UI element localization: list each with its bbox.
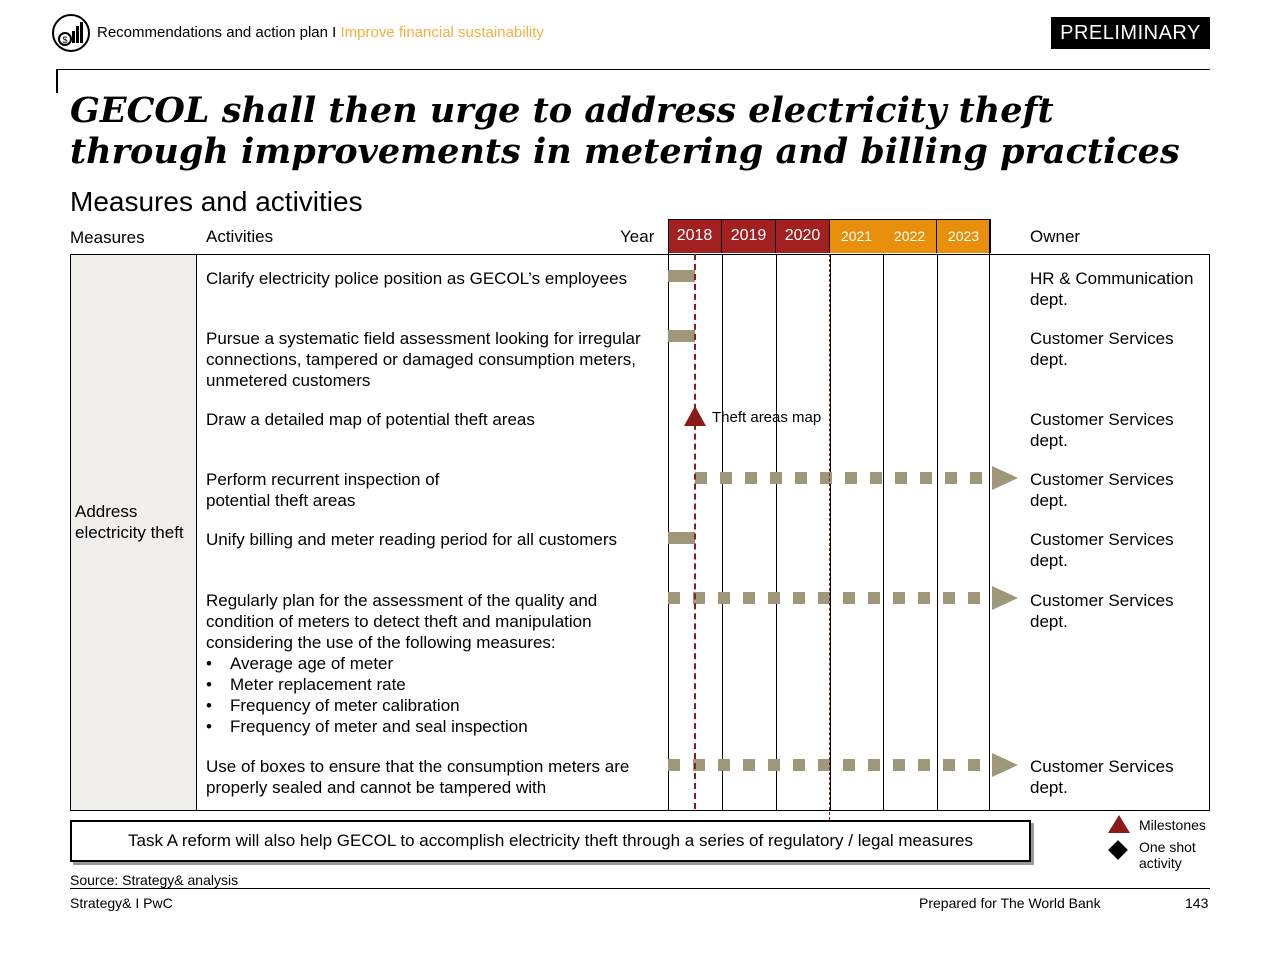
svg-text:$: $ (62, 35, 68, 45)
today-marker-line (694, 254, 696, 809)
grid-line (883, 254, 884, 811)
legend-one-shot-icon (1108, 840, 1128, 860)
continuation-arrow (992, 753, 1018, 777)
activities-header: Activities (206, 227, 274, 246)
header-divider-mark (56, 69, 58, 93)
milestone-label: Theft areas map (712, 409, 822, 426)
bullet-item: • Average age of meter (206, 653, 666, 674)
year-2023: 2023 (937, 219, 991, 253)
bullet-item: • Frequency of meter calibration (206, 695, 666, 716)
one-shot-bar (668, 330, 695, 342)
grid-line (830, 254, 831, 811)
continuation-arrow (992, 466, 1018, 490)
year-2020: 2020 (776, 219, 830, 253)
owner-header: Owner (1030, 227, 1081, 246)
owner-row-7: Customer Services dept. (1030, 757, 1174, 797)
owner-row-2: Customer Services dept. (1030, 329, 1174, 369)
bullet-item: • Meter replacement rate (206, 674, 666, 695)
legend-one-shot-label: One shot activity (1139, 839, 1196, 871)
page-title: GECOL shall then urge to address electricity theft through improvements in metering and billing practices (70, 90, 1180, 172)
activity-row-7: Use of boxes to ensure that the consumption meters are properly sealed and cannot be tampered with (206, 757, 630, 797)
breadcrumb-section: Recommendations and action plan I (97, 24, 337, 41)
activity-row-2: Pursue a systematic field assessment looking for irregular connections, tampered or damaged consumption meters, unmetered customers (206, 329, 641, 390)
year-2021: 2021 (830, 219, 884, 253)
owner-row-5: Customer Services dept. (1030, 530, 1174, 570)
owner-row-3: Customer Services dept. (1030, 410, 1174, 450)
owner-row-4: Customer Services dept. (1030, 470, 1174, 510)
source-note: Source: Strategy& analysis (70, 872, 239, 888)
breadcrumb-highlight: Improve financial sustainability (340, 24, 544, 41)
continuation-arrow (992, 586, 1018, 610)
activity-row-1: Clarify electricity police position as GECOL’s employees (206, 269, 628, 288)
header-divider (56, 69, 1210, 70)
activity-row-6-intro: Regularly plan for the assessment of the quality and condition of meters to detect theft and manipulation considering the use of the following measures: (206, 591, 598, 652)
legend-milestone-icon (1108, 815, 1130, 833)
year-2019: 2019 (722, 219, 776, 253)
legend-milestones-label: Milestones (1139, 817, 1206, 833)
one-shot-bar (668, 532, 695, 544)
grid-line (937, 254, 938, 811)
footer-left: Strategy& I PwC (70, 895, 173, 911)
grid-line (722, 254, 723, 811)
year-2018: 2018 (668, 219, 722, 253)
grid-line (776, 254, 777, 811)
activity-row-3: Draw a detailed map of potential theft areas (206, 410, 535, 429)
activity-row-4: Perform recurrent inspection of potential theft areas (206, 470, 440, 510)
owner-row-1: HR & Communication dept. (1030, 269, 1194, 309)
measure-label: Address electricity theft (75, 502, 184, 542)
measures-header: Measures (70, 228, 145, 247)
activity-row-6 (206, 590, 666, 737)
bullet-item: • Frequency of meter and seal inspection (206, 716, 666, 737)
one-shot-bar (668, 270, 695, 282)
task-note-box: Task A reform will also help GECOL to accomplish electricity theft through a series of regulatory / legal measures (70, 820, 1031, 862)
breadcrumb (97, 24, 544, 41)
owner-row-6: Customer Services dept. (1030, 591, 1174, 631)
preliminary-badge: PRELIMINARY (1051, 17, 1210, 49)
company-logo (52, 14, 90, 52)
activity-row-5: Unify billing and meter reading period for all customers (206, 530, 618, 549)
page-number: 143 (1185, 895, 1209, 911)
footer-prepared-for: Prepared for The World Bank (919, 895, 1101, 911)
money-bag-chart-icon (54, 16, 88, 50)
year-header: Year (620, 227, 655, 246)
section-subtitle: Measures and activities (70, 186, 363, 217)
footer-divider (70, 888, 1210, 889)
phase-marker-line (829, 254, 830, 820)
activity-row-6-bullets (206, 653, 666, 737)
year-2022: 2022 (883, 219, 937, 253)
year-header-frame (668, 219, 990, 254)
grid-line (989, 254, 990, 811)
